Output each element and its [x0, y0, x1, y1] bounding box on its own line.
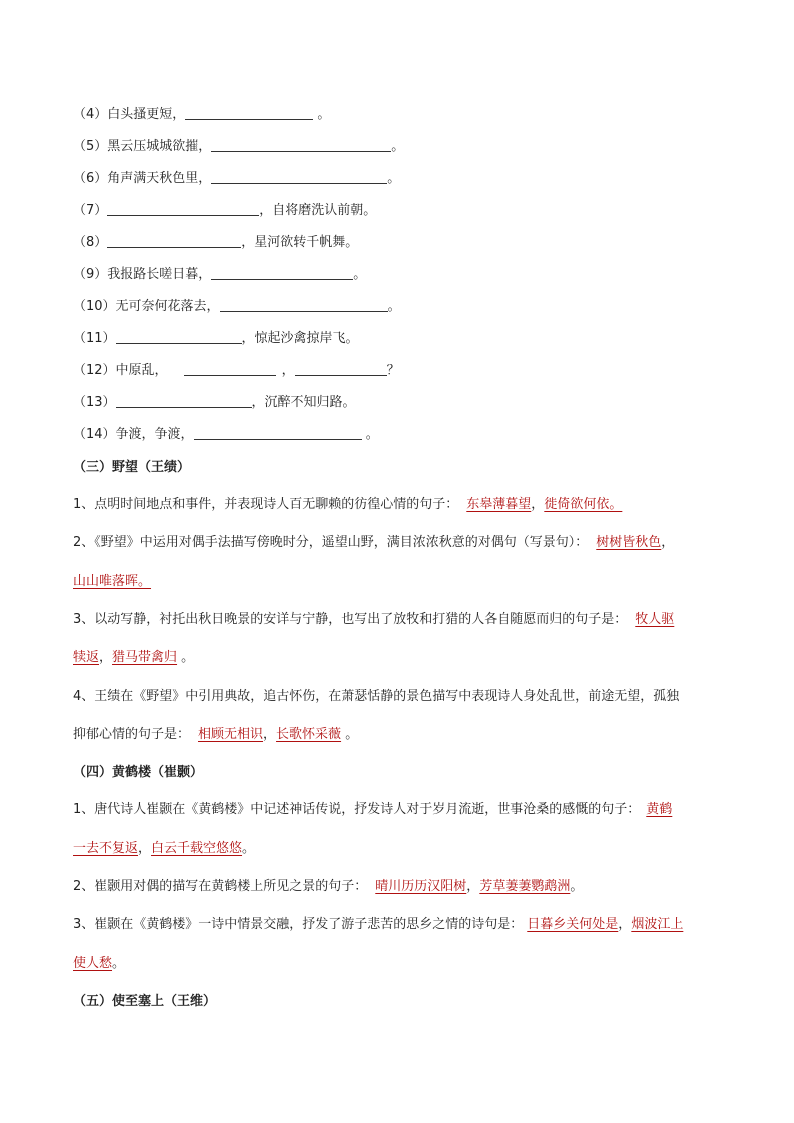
answer-text: 日暮乡关何处是 [527, 917, 619, 932]
answer-text: 徙倚欲何依。 [544, 497, 623, 512]
question-line-cont: 一去不复返，白云千载空悠悠。 [73, 841, 256, 856]
answer-text: 相顾无相识 [198, 727, 264, 742]
question-line-cont: 犊返，猎马带禽归 。 [73, 650, 195, 665]
fill-item-9: （9）我报路长嗟日暮， 。 [73, 267, 367, 282]
answer-blank[interactable] [295, 361, 387, 376]
question-line-cont: 抑郁心情的句子是： 相顾无相识，长歌怀采薇 。 [73, 727, 359, 742]
answer-text: 晴川历历汉阳树 [375, 879, 467, 894]
question-line-cont [73, 573, 151, 591]
answer-blank[interactable] [211, 169, 387, 184]
question-line-cont: 使人愁。 [73, 956, 126, 971]
answer-text: 犊返 [73, 650, 100, 665]
fill-item-5: （5）黑云压城城欲摧， 。 [73, 139, 405, 154]
section-heading: （五）使至塞上（王维） [73, 994, 217, 1009]
answer-blank[interactable] [184, 361, 276, 376]
answer-text: 烟波江上 [631, 917, 684, 932]
answer-text: 长歌怀采薇 [276, 727, 342, 742]
answer-blank[interactable] [116, 393, 252, 408]
answer-blank[interactable] [211, 265, 353, 280]
answer-blank[interactable] [116, 329, 242, 344]
section-heading: （四）黄鹤楼（崔颢） [73, 765, 204, 780]
fill-item-10: （10）无可奈何花落去， 。 [73, 299, 401, 314]
answer-blank[interactable] [107, 201, 259, 216]
answer-blank[interactable] [194, 425, 362, 440]
answer-text: 芳草萋萋鹦鹉洲 [479, 879, 571, 894]
answer-text: 东皋薄暮望 [466, 497, 532, 512]
answer-text: 使人愁 [73, 956, 113, 971]
answer-text: 猎马带禽归 [112, 650, 178, 665]
question-line: 4、王绩在《野望》中引用典故，追古怀伤，在萧瑟恬静的景色描写中表现诗人身处乱世，前途无望，孤独 [73, 689, 680, 704]
question-line: 1、点明时间地点和事件，并表现诗人百无聊赖的彷徨心情的句子： 东皋薄暮望，徙倚欲何依。 [73, 497, 623, 512]
answer-text: 黄鹤 [646, 802, 673, 817]
answer-blank[interactable] [185, 105, 313, 120]
question-line: 3、以动写静，衬托出秋日晚景的安详与宁静，也写出了放牧和打猎的人各自随愿而归的句子是： 牧人驱 [73, 612, 675, 627]
question-line: 2、《野望》中运用对偶手法描写傍晚时分，遥望山野，满目浓浓秋意的对偶句（写景句）： 树树皆秋色， [73, 535, 675, 550]
question-line: 2、崔颢用对偶的描写在黄鹤楼上所见之景的句子： 晴川历历汉阳树，芳草萋萋鹦鹉洲。 [73, 879, 584, 894]
fill-item-11: （11） ，惊起沙禽掠岸飞。 [73, 331, 359, 346]
fill-item-6: （6）角声满天秋色里， 。 [73, 171, 401, 186]
answer-text: 一去不复返 [73, 841, 139, 856]
section-heading: （三）野望（王绩） [73, 460, 191, 475]
answer-text: 树树皆秋色 [596, 535, 662, 550]
answer-blank[interactable] [211, 137, 391, 152]
question-line: 3、崔颢在《黄鹤楼》一诗中情景交融，抒发了游子悲苦的思乡之情的诗句是： 日暮乡关何处是，烟波江上 [73, 917, 684, 932]
fill-item-7: （7） ，自将磨洗认前朝。 [73, 203, 377, 218]
answer-text: 山山唯落晖。 [73, 574, 152, 589]
answer-blank[interactable] [107, 233, 241, 248]
fill-item-12: （12）中原乱， ， ？ [73, 363, 400, 378]
fill-item-4: （4）白头搔更短， 。 [73, 107, 331, 122]
fill-item-8: （8） ，星河欲转千帆舞。 [73, 235, 359, 250]
question-line: 1、唐代诗人崔颢在《黄鹤楼》中记述神话传说，抒发诗人对于岁月流逝，世事沧桑的感慨的句子： 黄鹤 [73, 802, 673, 817]
fill-item-14: （14）争渡，争渡， 。 [73, 427, 379, 442]
answer-text: 牧人驱 [635, 612, 675, 627]
fill-item-13: （13） ，沉醉不知归路。 [73, 395, 356, 410]
answer-text: 白云千载空悠悠 [151, 841, 243, 856]
answer-blank[interactable] [220, 297, 388, 312]
